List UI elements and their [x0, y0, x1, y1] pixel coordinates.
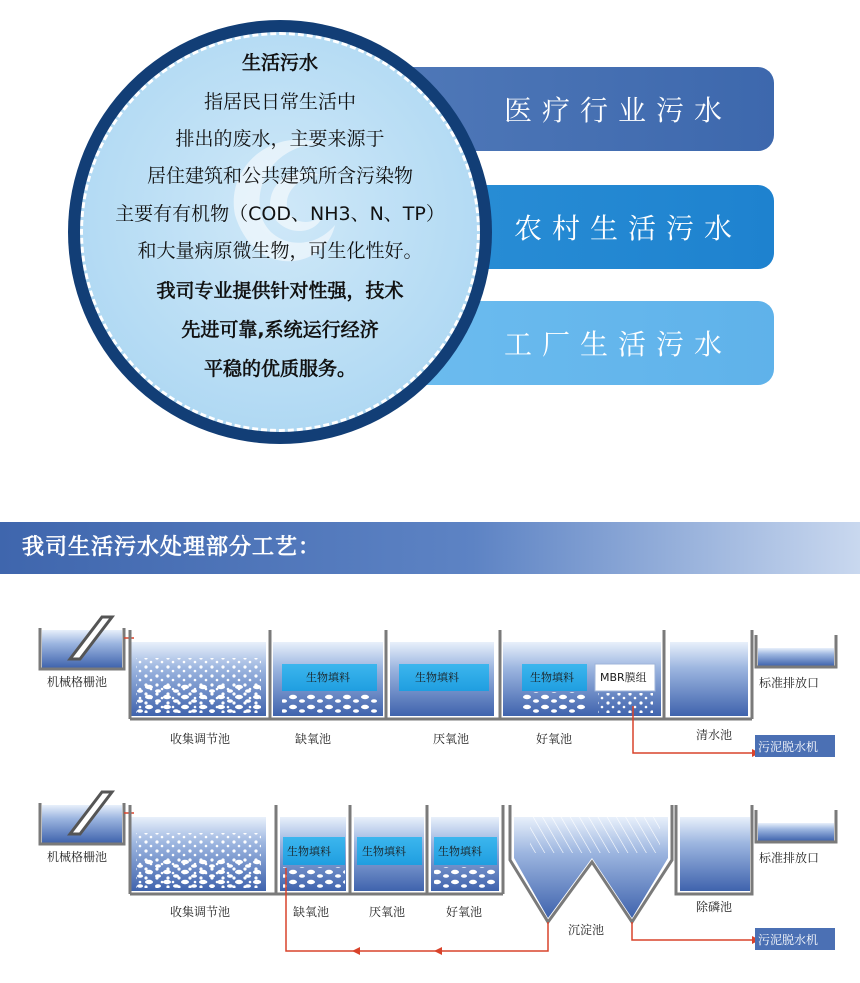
circle-line: 指居民日常生活中: [203, 91, 356, 113]
circle-line: 和大量病原微生物，可生化性好。: [137, 240, 423, 262]
aeration-bubbles: [522, 692, 587, 714]
arrow-icon: [352, 947, 360, 955]
process-1: [40, 617, 836, 757]
collection-label: 收集调节池: [170, 732, 231, 746]
anoxic-label: 缺氧池: [293, 905, 330, 919]
bio-media-label: 生物填料: [287, 845, 331, 858]
sludge-label: 污泥脱水机: [758, 740, 819, 754]
bio-media-label: 生物填料: [362, 845, 406, 858]
sludge-label: 污泥脱水机: [758, 933, 819, 947]
section-header: [0, 522, 860, 574]
circle-bold-line: 先进可靠,系统运行经济: [181, 319, 379, 341]
process-2: [40, 792, 836, 955]
phosphorus-label: 除磷池: [696, 900, 733, 914]
outlet-label: 标准排放口: [759, 676, 820, 690]
aerobic-label: 好氧池: [446, 905, 483, 919]
outlet-water: [758, 648, 834, 666]
inclined-plates: [530, 803, 660, 853]
process-diagrams: [0, 583, 860, 983]
bio-media-label: 生物填料: [415, 671, 459, 684]
aerobic-label: 好氧池: [536, 732, 573, 746]
bio-media-label: 生物填料: [530, 671, 574, 684]
circle-line: 居住建筑和公共建筑所含污染物: [146, 165, 413, 187]
phosphorus-tank-water: [680, 817, 750, 891]
bio-media-label: 生物填料: [306, 671, 350, 684]
arrow-icon: [434, 947, 442, 955]
section-title: 我司生活污水处理部分工艺：: [22, 535, 322, 560]
info-circle-text: [80, 32, 480, 432]
clear-tank-water: [670, 642, 748, 716]
outlet-label: 标准排放口: [759, 851, 820, 865]
aeration-bubbles: [283, 867, 345, 889]
aeration-bubbles: [136, 858, 261, 888]
anaerobic-label: 厌氧池: [433, 732, 470, 746]
mbr-label: MBR膜组: [600, 671, 647, 684]
sludge-line: [632, 922, 752, 940]
circle-line: 主要有有机物（COD、NH3、N、TP）: [115, 203, 445, 225]
anaerobic-label: 厌氧池: [369, 905, 406, 919]
collection-label: 收集调节池: [170, 905, 231, 919]
sedimentation-label: 沉淀池: [568, 923, 605, 937]
bio-media-label: 生物填料: [438, 845, 482, 858]
circle-title: 生活污水: [241, 52, 318, 74]
aeration-bubbles: [282, 693, 377, 713]
circle-line: 排出的废水，主要来源于: [175, 128, 385, 150]
screen-label: 机械格栅池: [47, 850, 108, 864]
band-factory-label: 工厂生活污水: [504, 328, 733, 361]
aeration-bubbles: [136, 683, 261, 713]
band-rural-label: 农村生活污水: [514, 212, 743, 245]
aeration-bubbles: [598, 693, 653, 713]
intro-section: [0, 0, 860, 470]
clear-label: 清水池: [696, 728, 733, 742]
screen-label: 机械格栅池: [47, 675, 108, 689]
outlet-water: [758, 823, 834, 841]
anoxic-label: 缺氧池: [295, 732, 332, 746]
circle-bold-line: 平稳的优质服务。: [203, 358, 356, 380]
band-medical-label: 医疗行业污水: [504, 94, 733, 127]
circle-bold-line: 我司专业提供针对性强，技术: [156, 280, 404, 302]
aeration-bubbles: [434, 867, 497, 889]
